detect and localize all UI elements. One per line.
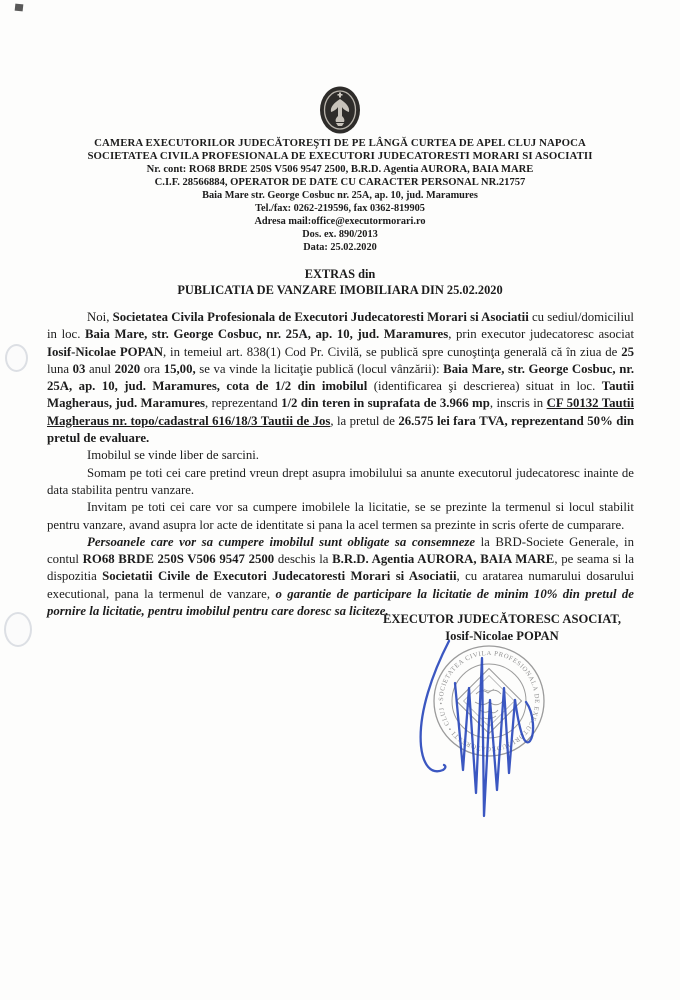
scan-speck bbox=[15, 4, 24, 12]
text-run: 26.575 lei fara TVA, reprezentand 50% din pretul de evaluare. bbox=[47, 413, 634, 446]
text-run: , pe seama si la dispozitia bbox=[47, 552, 635, 584]
text-run: Imobilul se vinde liber de sarcini. bbox=[87, 448, 260, 463]
paragraph bbox=[47, 309, 634, 447]
title-line2: PUBLICATIA DE VANZARE IMOBILIARA DIN 25.02.2020 bbox=[177, 283, 503, 297]
text-run: 25 bbox=[621, 344, 635, 359]
text-run: CF 50132 Tautii Magheraus nr. topo/cadastral 616/18/3 Tautii de Jos bbox=[47, 396, 634, 428]
emblem-wrap bbox=[0, 85, 680, 135]
document-title bbox=[0, 266, 680, 298]
email-line: Adresa mail:office@executormorari.ro bbox=[254, 216, 426, 227]
text-run: deschis la bbox=[274, 552, 333, 567]
text-run: Noi, bbox=[87, 310, 113, 324]
title-line1: EXTRAS din bbox=[304, 267, 376, 281]
text-run: , in temeiul art. 838(1) Cod Pr. Civilă, se publică spre cunoştinţa generală că în ziua de bbox=[162, 344, 622, 359]
text-run: Tautii Magheraus, jud. Maramures bbox=[47, 379, 634, 411]
address-line: Baia Mare str. George Cosbuc nr. 25A, ap. 10, jud. Maramures bbox=[202, 190, 478, 201]
text-run: , cu aratarea numarului dosarului executional, pana la termenul de vanzare, bbox=[47, 569, 635, 601]
paragraph bbox=[47, 534, 634, 620]
paragraph bbox=[47, 447, 634, 464]
paragraph bbox=[47, 465, 634, 500]
text-run: 03 bbox=[72, 361, 86, 376]
text-run: (identificarea şi descrierea) situat in loc. bbox=[367, 379, 602, 394]
text-run: 15,00, bbox=[163, 361, 196, 376]
text-run: se va vinde la licitaţie publică (locul vânzării): bbox=[195, 361, 444, 376]
text-run: Societatii Civile de Executori Judecatoresti Morari si Asociatii bbox=[102, 569, 457, 584]
coat-of-arms-emblem bbox=[318, 85, 362, 135]
text-run: B.R.D. Agentia AURORA, BAIA MARE bbox=[332, 552, 555, 567]
text-run: , inscris in bbox=[489, 396, 547, 411]
phone-line: Tel./fax: 0262-219596, fax 0362-819905 bbox=[255, 203, 425, 214]
text-run: , la pretul de bbox=[330, 413, 399, 428]
date-line: Data: 25.02.2020 bbox=[303, 242, 377, 253]
dossier-number-line: Dos. ex. 890/2013 bbox=[302, 229, 378, 240]
bank-account-line: Nr. cont: RO68 BRDE 250S V506 9547 2500, B.R.D. Agentia AURORA, BAIA MARE bbox=[146, 164, 534, 175]
org-name-line2: SOCIETATEA CIVILA PROFESIONALA DE EXECUTORI JUDECATORESTI MORARI SI ASOCIATII bbox=[87, 150, 593, 162]
text-run: , prin executor judecatoresc asociat bbox=[448, 327, 635, 342]
handwritten-signature bbox=[403, 628, 573, 828]
text-run: anul bbox=[85, 361, 115, 376]
punch-hole-top bbox=[5, 344, 28, 372]
text-run: Baia Mare, str. George Cosbuc, nr. 25A, ap. 10, jud. Maramures, cota de 1/2 din imobilul bbox=[47, 361, 635, 394]
text-run: cu sediul/domiciliul in loc. bbox=[47, 310, 634, 342]
text-run: luna bbox=[47, 361, 73, 376]
text-run: RO68 BRDE 250S V506 9547 2500 bbox=[82, 552, 275, 567]
text-run: 1/2 din teren in suprafata de 3.966 mp bbox=[281, 396, 490, 411]
text-run: , reprezentand bbox=[204, 396, 282, 411]
text-run: la BRD-Societe Generale, in contul bbox=[47, 534, 635, 567]
text-run: o garantie de participare la licitatie de minim 10% din pretul de pornire la licitatie, pentru imobilul pentru care doresc sa liciteze. bbox=[47, 586, 634, 619]
text-run: Persoanele care vor sa cumpere imobilul sunt obligate sa consemneze bbox=[87, 534, 476, 549]
text-run: Iosif-Nicolae POPAN bbox=[47, 344, 163, 359]
document-body bbox=[47, 309, 634, 620]
text-run: ora bbox=[140, 361, 164, 376]
signer-name: Iosif-Nicolae POPAN bbox=[445, 628, 559, 643]
text-run: Societatea Civila Profesionala de Executori Judecatoresti Morari si Asociatii bbox=[112, 310, 529, 324]
text-run: Baia Mare, str. George Cosbuc, nr. 25A, ap. 10, jud. Maramures bbox=[85, 327, 449, 342]
paragraph bbox=[47, 499, 634, 534]
punch-hole-bottom bbox=[4, 612, 32, 647]
text-run: Invitam pe toti cei care vor sa cumpere imobilele la licitatie, se se prezinte la termenul si locul stabilit pentru vanzare, avand asupra lor acte de identitate si pana la acel termen sa prezinte in scris oferte de cumparare. bbox=[47, 500, 634, 532]
text-run: 2020 bbox=[114, 361, 141, 376]
stamp-ring-text: SOCIETATEA CIVILA PROFESIONALA DE EXECUTORI JUDECATORESTI • CLUJ • bbox=[437, 649, 541, 753]
text-run: Somam pe toti cei care pretind vreun drept asupra imobilului sa anunte executorul judecatoresc inainte de data stabilita pentru vanzare. bbox=[47, 465, 634, 497]
signer-role: EXECUTOR JUDECĂTORESC ASOCIAT, bbox=[382, 612, 622, 626]
cif-line: C.I.F. 28566884, OPERATOR DE DATE CU CARACTER PERSONAL NR.21757 bbox=[154, 177, 526, 188]
letterhead bbox=[0, 85, 680, 254]
org-name-line1: CAMERA EXECUTORILOR JUDECĂTOREŞTI DE PE LÂNGĂ CURTEA DE APEL CLUJ NAPOCA bbox=[94, 137, 586, 149]
